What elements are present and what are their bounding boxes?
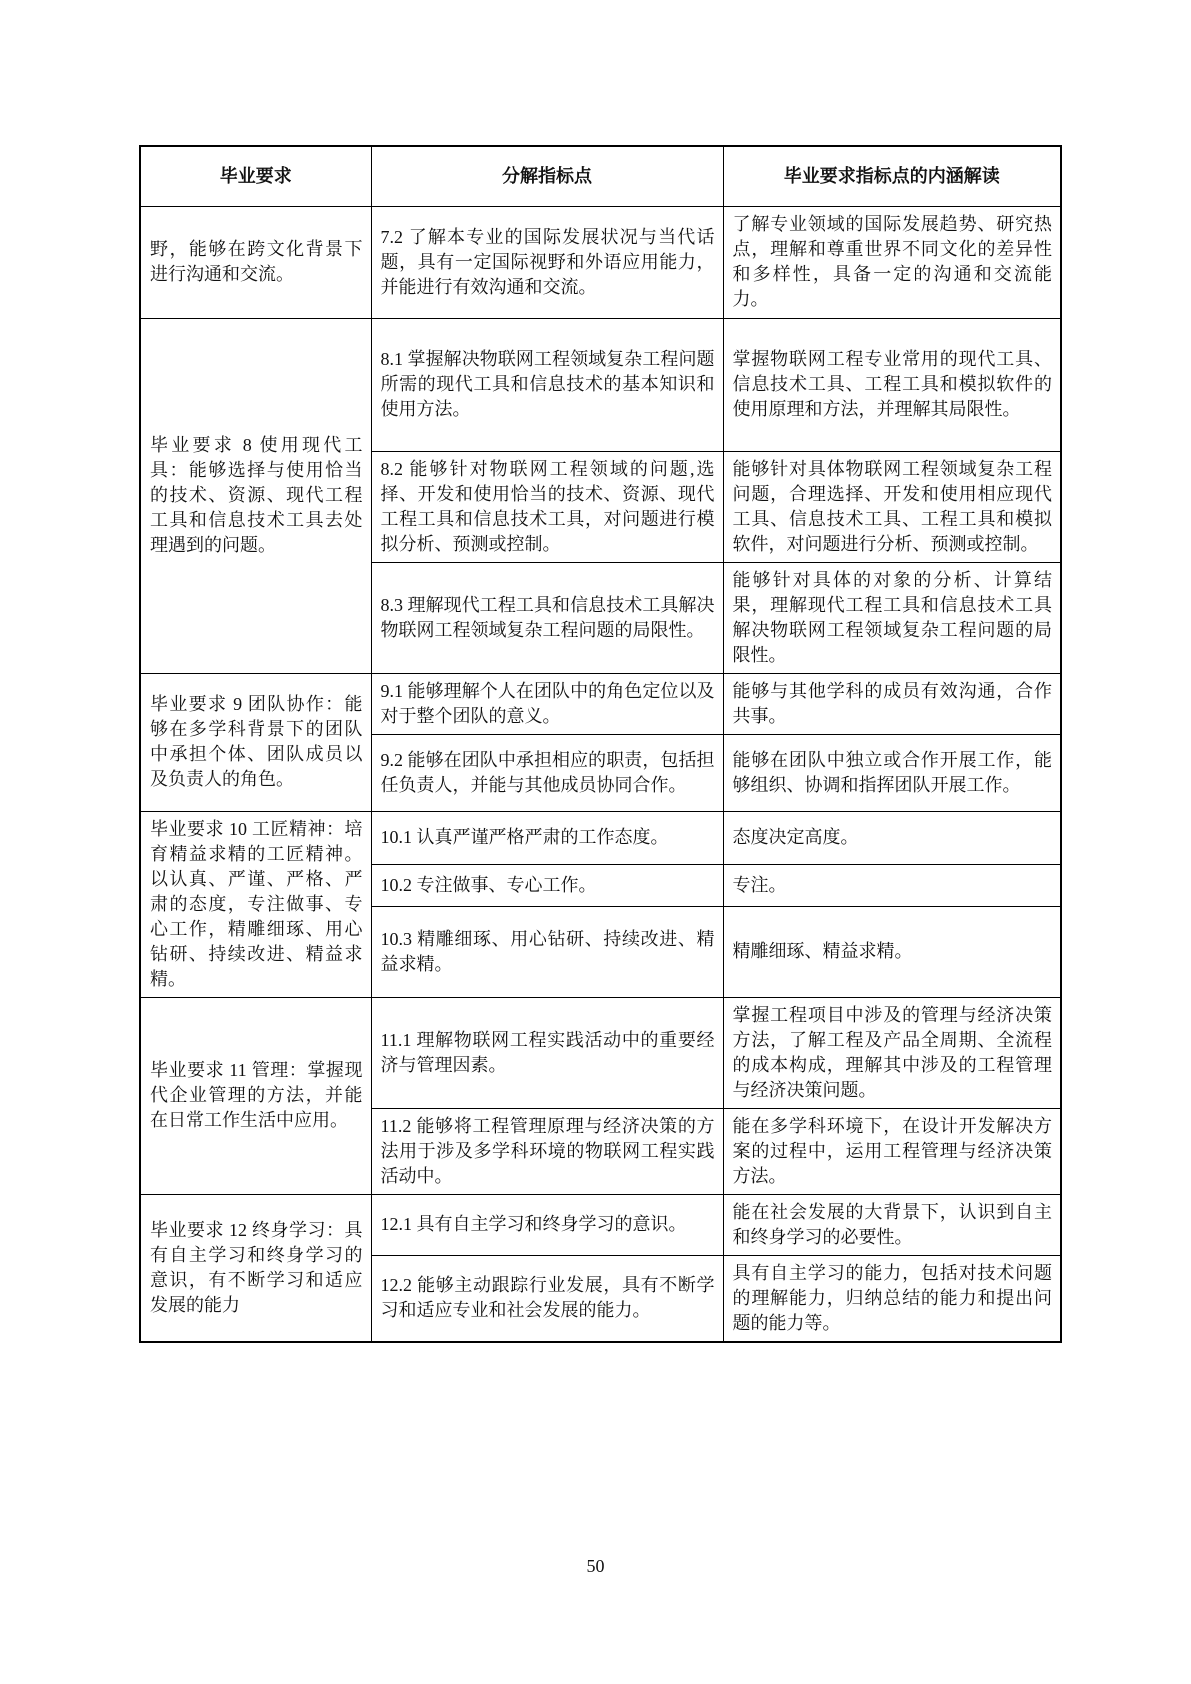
interpretation-cell: 能在社会发展的大背景下，认识到自主和终身学习的必要性。 <box>723 1194 1061 1255</box>
indicator-cell: 8.1 掌握解决物联网工程领域复杂工程问题所需的现代工具和信息技术的基本知识和使用方法。 <box>371 318 723 451</box>
requirement-cell: 毕业要求 9 团队协作：能够在多学科背景下的团队中承担个体、团队成员以及负责人的角色。 <box>140 673 371 811</box>
requirement-cell: 毕业要求 12 终身学习：具有自主学习和终身学习的意识，有不断学习和适应发展的能力 <box>140 1194 371 1342</box>
table-row <box>140 997 1061 1108</box>
table-row <box>140 1194 1061 1255</box>
table-row <box>140 318 1061 451</box>
table-header-row <box>140 146 1061 206</box>
interpretation-cell: 能够针对具体物联网工程领域复杂工程问题，合理选择、开发和使用相应现代工具、信息技术工具、工程工具和模拟软件，对问题进行分析、预测或控制。 <box>723 451 1061 562</box>
header-requirement: 毕业要求 <box>140 146 371 206</box>
header-indicator: 分解指标点 <box>371 146 723 206</box>
interpretation-cell: 能够针对具体的对象的分析、计算结果，理解现代工程工具和信息技术工具解决物联网工程领域复杂工程问题的局限性。 <box>723 562 1061 673</box>
interpretation-cell: 了解专业领域的国际发展趋势、研究热点，理解和尊重世界不同文化的差异性和多样性，具备一定的沟通和交流能力。 <box>723 206 1061 318</box>
interpretation-cell: 能够与其他学科的成员有效沟通，合作共事。 <box>723 673 1061 734</box>
table-row <box>140 673 1061 734</box>
interpretation-cell: 能在多学科环境下，在设计开发解决方案的过程中，运用工程管理与经济决策方法。 <box>723 1108 1061 1194</box>
interpretation-cell: 精雕细琢、精益求精。 <box>723 907 1061 997</box>
indicator-cell: 9.1 能够理解个人在团队中的角色定位以及对于整个团队的意义。 <box>371 673 723 734</box>
header-interpretation: 毕业要求指标点的内涵解读 <box>723 146 1061 206</box>
indicator-cell: 12.1 具有自主学习和终身学习的意识。 <box>371 1194 723 1255</box>
interpretation-cell: 能够在团队中独立或合作开展工作，能够组织、协调和指挥团队开展工作。 <box>723 734 1061 811</box>
interpretation-cell: 态度决定高度。 <box>723 811 1061 864</box>
indicator-cell: 11.2 能够将工程管理原理与经济决策的方法用于涉及多学科环境的物联网工程实践活动中。 <box>371 1108 723 1194</box>
indicator-cell: 10.3 精雕细琢、用心钻研、持续改进、精益求精。 <box>371 907 723 997</box>
indicator-cell: 12.2 能够主动跟踪行业发展，具有不断学习和适应专业和社会发展的能力。 <box>371 1255 723 1342</box>
indicator-cell: 10.2 专注做事、专心工作。 <box>371 864 723 907</box>
indicator-cell: 8.3 理解现代工程工具和信息技术工具解决物联网工程领域复杂工程问题的局限性。 <box>371 562 723 673</box>
requirement-cell: 毕业要求 8 使用现代工具：能够选择与使用恰当的技术、资源、现代工程工具和信息技术工具去处理遇到的问题。 <box>140 318 371 673</box>
table-row <box>140 811 1061 864</box>
indicator-cell: 9.2 能够在团队中承担相应的职责，包括担任负责人，并能与其他成员协同合作。 <box>371 734 723 811</box>
indicator-cell: 8.2 能够针对物联网工程领域的问题,选择、开发和使用恰当的技术、资源、现代工程工具和信息技术工具，对问题进行模拟分析、预测或控制。 <box>371 451 723 562</box>
table-row <box>140 206 1061 318</box>
page-number: 50 <box>586 1556 605 1576</box>
interpretation-cell: 掌握物联网工程专业常用的现代工具、信息技术工具、工程工具和模拟软件的使用原理和方法，并理解其局限性。 <box>723 318 1061 451</box>
requirement-cell: 毕业要求 10 工匠精神：培育精益求精的工匠精神。以认真、严谨、严格、严肃的态度，专注做事、专心工作，精雕细琢、用心钻研、持续改进、精益求精。 <box>140 811 371 997</box>
interpretation-cell: 专注。 <box>723 864 1061 907</box>
interpretation-cell: 具有自主学习的能力，包括对技术问题的理解能力，归纳总结的能力和提出问题的能力等。 <box>723 1255 1061 1342</box>
requirement-cell: 毕业要求 11 管理：掌握现代企业管理的方法，并能在日常工作生活中应用。 <box>140 997 371 1194</box>
indicator-cell: 7.2 了解本专业的国际发展状况与当代话题，具有一定国际视野和外语应用能力，并能进行有效沟通和交流。 <box>371 206 723 318</box>
interpretation-cell: 掌握工程项目中涉及的管理与经济决策方法，了解工程及产品全周期、全流程的成本构成，理解其中涉及的工程管理与经济决策问题。 <box>723 997 1061 1108</box>
indicator-cell: 11.1 理解物联网工程实践活动中的重要经济与管理因素。 <box>371 997 723 1108</box>
requirement-cell: 野，能够在跨文化背景下进行沟通和交流。 <box>140 206 371 318</box>
graduation-requirements-table <box>139 145 1062 1343</box>
indicator-cell: 10.1 认真严谨严格严肃的工作态度。 <box>371 811 723 864</box>
